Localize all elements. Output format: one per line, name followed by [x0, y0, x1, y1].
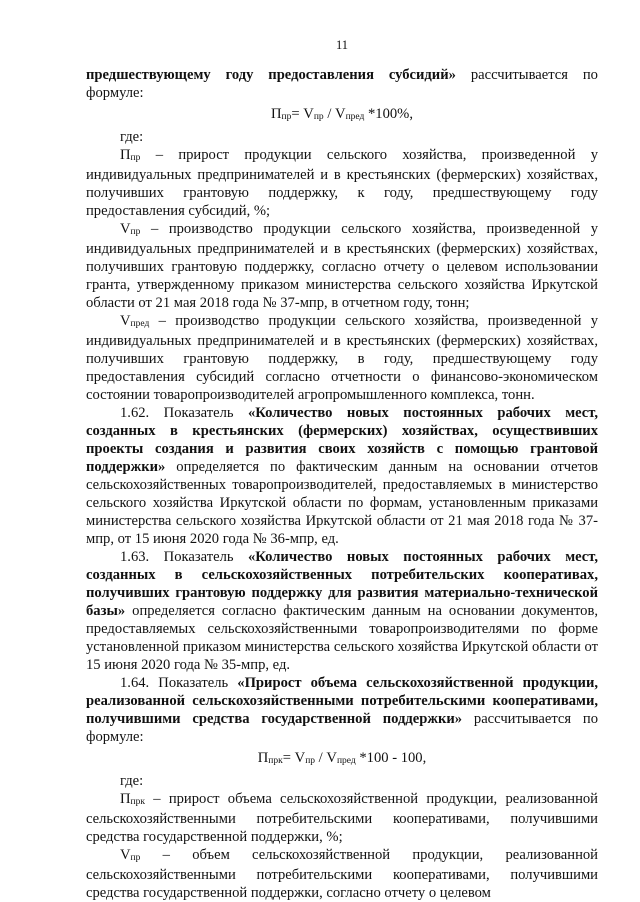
formula-2-slash: /: [315, 750, 327, 766]
def-v-pred-sub: пред: [130, 319, 150, 329]
formula-1-v1-sub: пр: [313, 112, 324, 122]
item-1-63-bold: «Количество новых постоянных рабочих мест, созданных в сельскохозяйственных потребительских кооперативах, получивших грантовую поддержку для развития материально-технической базы»: [86, 549, 599, 619]
item-1-62-rest: определяется по фактическим данным на основании отчетов сельскохозяйственных товаропроизводителей, предоставляемых в министерство сельского хозяйства Иркутской области по формам, установленным приказами министерства сельского хозяйства Иркутской области от 21 мая 2018 года № 37-мпр, от 15 июня 2020 года № 36-мпр, ед.: [86, 459, 598, 547]
def-v-pr-2-sub: пр: [130, 853, 141, 863]
item-1-64: [86, 674, 598, 746]
item-1-62-prefix: 1.62. Показатель: [120, 405, 248, 421]
item-1-62-bold: «Количество новых постоянных рабочих мест, созданных в крестьянских (фермерских) хозяйствах, осуществивших проекты создания и развития своих хозяйств с помощью грантовой поддержки»: [86, 405, 599, 475]
def-p-pr-sub: пр: [130, 153, 141, 163]
formula-2: [86, 749, 598, 769]
def-p-pr-symbol: П: [120, 147, 131, 163]
formula-1-v2-sub: пред: [345, 112, 365, 122]
def-v-pred-symbol: V: [120, 313, 131, 329]
formula-2-v1: V: [294, 750, 306, 766]
definition-v-pr: [86, 220, 598, 312]
item-1-64-bold: «Прирост объема сельскохозяйственной продукции, реализованной сельскохозяйственными потребительскими кооперативами, получившими средства государственной поддержки»: [86, 675, 598, 727]
intro-paragraph: [86, 66, 598, 102]
item-1-63-rest: определяется согласно фактическим данным на основании документов, предоставляемых сельскохозяйственными товаропроизводителями по форме установленной приказом министерства сельского хозяйства Иркутской области от 15 июня 2020 года № 35-мпр, ед.: [86, 603, 598, 673]
formula-2-v2: V: [326, 750, 337, 766]
item-1-63-prefix: 1.63. Показатель: [120, 549, 248, 565]
def-p-pr-text: – прирост продукции сельского хозяйства, произведенной у индивидуальных предпринимателей и в крестьянских (фермерских) хозяйствах, получивших грантовую поддержку, к году, предшествующему году предоставления субсидий, %;: [86, 147, 598, 219]
formula-2-v1-sub: пр: [305, 756, 316, 766]
formula-1-p: П: [271, 106, 282, 122]
definition-p-prk: [86, 790, 598, 846]
def-v-pr-sub: пр: [130, 227, 141, 237]
formula-2-v2-sub: пред: [336, 756, 356, 766]
definition-v-pr-2: [86, 846, 598, 902]
item-1-64-rest: рассчитывается по формуле:: [86, 711, 598, 745]
formula-1-eq: =: [291, 106, 304, 122]
formula-2-eq: =: [282, 750, 295, 766]
formula-1-v2: V: [335, 106, 346, 122]
intro-rest-text: рассчитывается по формуле:: [86, 67, 598, 101]
def-v-pr-text: – производство продукции сельского хозяйства, произведенной у индивидуальных предпринимателей и в крестьянских (фермерских) хозяйствах, получивших грантовую поддержку, согласно отчету о целевом использовании гранта, утвержденному приказом министерства сельского хозяйства Иркутской области от 21 мая 2018 года № 37-мпр, в отчетном году, тонн;: [86, 221, 598, 311]
def-p-prk-text: – прирост объема сельскохозяйственной продукции, реализованной сельскохозяйственными потребительскими кооперативами, получившими средства государственной поддержки, %;: [86, 791, 598, 845]
formula-2-p-sub: прк: [268, 756, 283, 766]
def-v-pr-symbol: V: [120, 221, 131, 237]
item-1-64-prefix: 1.64. Показатель: [120, 675, 238, 691]
def-p-prk-sub: прк: [130, 797, 145, 807]
formula-1: [86, 105, 598, 125]
def-v-pred-text: – производство продукции сельского хозяйства, произведенной у индивидуальных предпринимателей и в крестьянских (фермерских) хозяйствах, получивших грантовую поддержку, в году, предшествующему году предоставления субсидий согласно отчетности о финансово-экономическом состоянии товаропроизводителей агропромышленного комплекса, тонн.: [86, 313, 598, 403]
item-1-62: [86, 404, 598, 548]
item-1-63: [86, 548, 598, 674]
def-p-prk-symbol: П: [120, 791, 131, 807]
formula-2-tail: *100 - 100,: [355, 750, 427, 766]
where-label-1: где:: [120, 129, 144, 145]
formula-1-v1: V: [303, 106, 314, 122]
def-v-pr-2-text: – объем сельскохозяйственной продукции, реализованной сельскохозяйственными потребительскими кооперативами, получившими средства государственной поддержки, согласно отчету о целевом: [86, 847, 598, 901]
formula-2-p: П: [257, 750, 269, 766]
definition-p-pr: [86, 146, 598, 220]
def-v-pr-2-symbol: V: [120, 847, 131, 863]
formula-1-slash: /: [323, 106, 336, 122]
where-label-2: где:: [120, 773, 144, 789]
formula-1-tail: *100%,: [364, 106, 413, 122]
page-number: 11: [335, 38, 349, 52]
definition-v-pred: [86, 312, 598, 404]
intro-bold-text: предшествующему году предоставления субсидий»: [86, 67, 456, 83]
formula-1-p-sub: пр: [281, 112, 292, 122]
